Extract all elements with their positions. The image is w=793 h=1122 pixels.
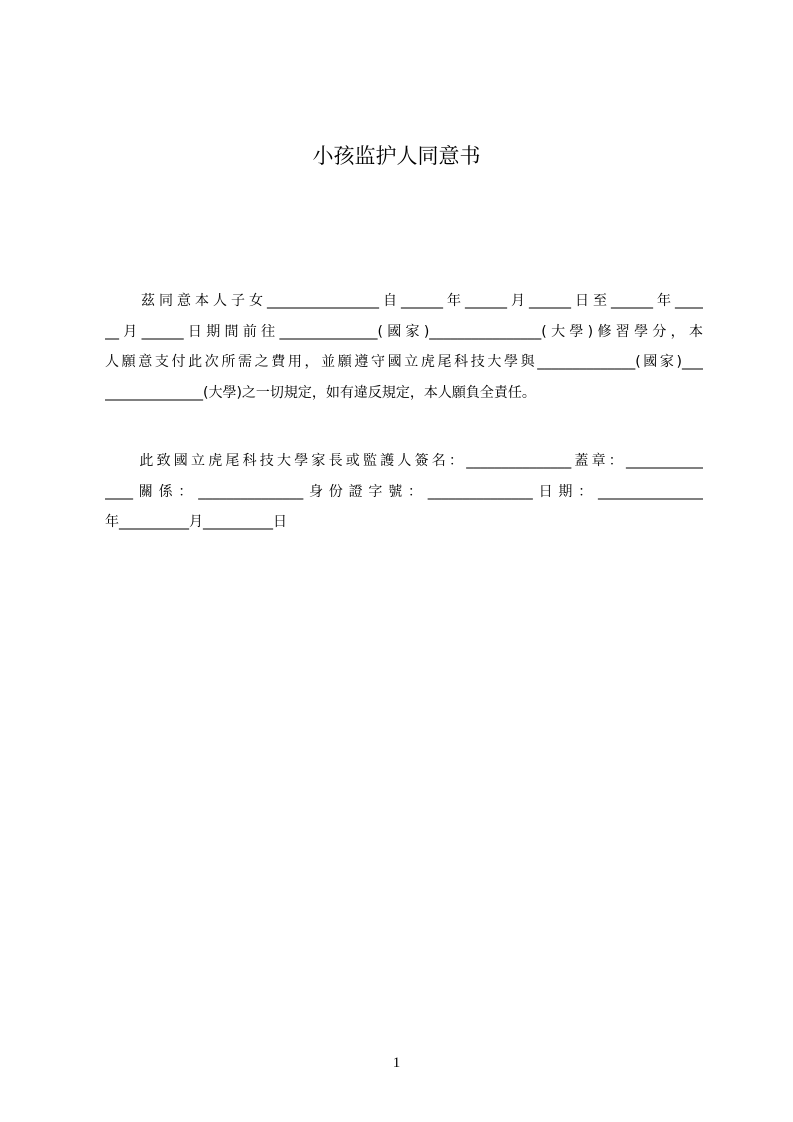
signature-line-2: ____關係：_______________身份證字號：_______________日期：_______________	[105, 483, 703, 500]
consent-paragraph	[105, 286, 703, 408]
page-number: 1	[392, 1055, 401, 1071]
consent-line-4: ______________(大學)之一切規定，如有違反規定，本人願負全責任。	[105, 384, 536, 401]
consent-line-1: 茲同意本人子女________________自______年______月______日至______年____	[105, 293, 703, 309]
signature-paragraph	[105, 446, 703, 538]
signature-line-3: 年__________月__________日	[105, 514, 287, 530]
consent-line-3: 人願意支付此次所需之費用，並願遵守國立虎尾科技大學與______________(國家)___	[105, 354, 703, 370]
page-title: 小孩监护人同意书	[312, 144, 481, 168]
consent-line-2: __月______日期間前往______________(國家)________________(大學)修習學分，本	[105, 323, 703, 340]
signature-line-1: 此致國立虎尾科技大學家長或監護人簽名：_______________蓋章：___________	[105, 453, 703, 469]
